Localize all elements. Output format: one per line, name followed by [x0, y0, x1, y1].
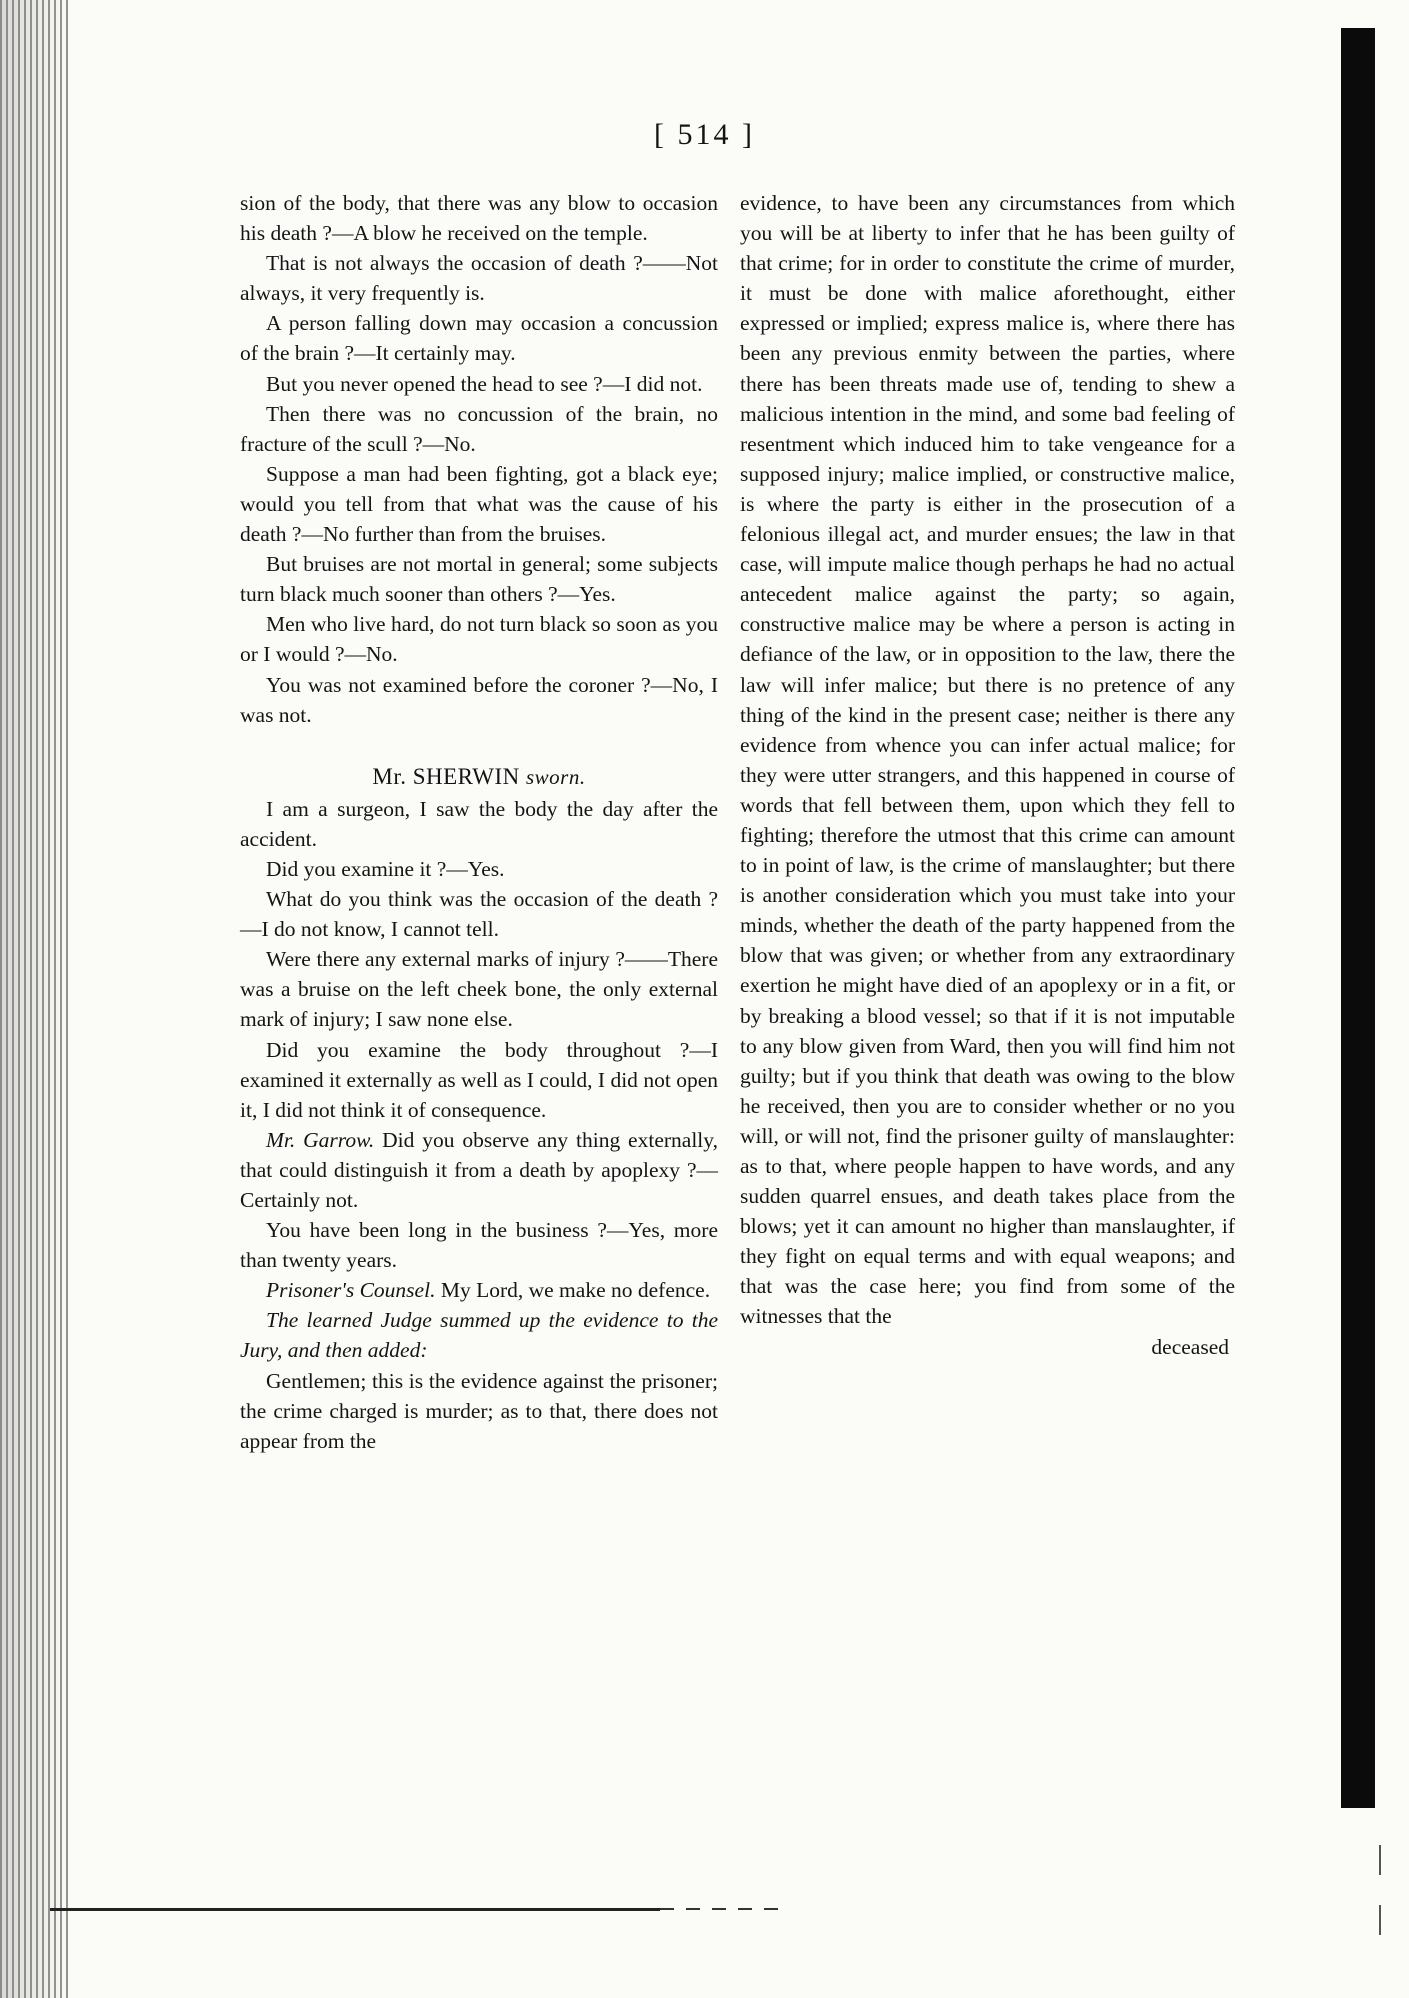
paragraph: Gentlemen; this is the evidence against the prisoner; the crime charged is murder; as to that, there does not appear from the — [240, 1368, 718, 1453]
paragraph: Then there was no concussion of the brain, no fracture of the scull ?—No. — [240, 401, 718, 456]
paragraph: evidence, to have been any circumstances from which you will be at liberty to infer that he has been guilty of that crime; for in order to constitute the crime of murder, it must be done with malice aforethought, either expressed or implied; express malice is, where there has been any previous enmity between the parties, where there has been threats made use of, tending to shew a malicious intention in the mind, and some bad feeling of resentment which induced him to take vengeance for a supposed injury; malice implied, or constructive malice, is where the party is either in the prosecution of a felonious illegal act, and murder ensues; the law in that case, will impute malice though perhaps he had no actual antecedent malice against the party; so again, constructive malice may be where a person is acting in defiance of the law, or in opposition to the law, there the law will infer malice; but there is no pretence of any thing of the kind in the present case; neither is there any evidence from whence you can infer actual malice; for they were utter strangers, and this happened in course of words that fell between them, upon which they fell to fighting; therefore the utmost that this crime can amount to in point of law, is the crime of manslaughter; but there is another consideration which you must take into your minds, whether the death of the party happened from the blow that was given; or whether from any extraordinary exertion he might have died of an apoplexy or in a fit, or by breaking a blood vessel; so that if it is not imputable to any blow given from Ward, then you will find him not guilty; but if you think that death was owing to the blow he received, then you are to consider whether or no you will, or will not, find the prisoner guilty of manslaughter: as to that, where people happen to have words, and any sudden quarrel ensues, and death takes place from the blows; yet it can amount no higher than manslaughter, if they fight on equal terms and with equal weapons; and that was the case here; you find from some of the witnesses that the — [740, 191, 1235, 1329]
scan-dark-margin — [1341, 28, 1375, 1808]
witness-name: Mr. SHERWIN — [372, 763, 520, 789]
scan-edge-marks — [1379, 1845, 1381, 1965]
paragraph: Did you examine the body throughout ?—I examined it externally as well as I could, I did not open it, I did not think it of consequence. — [240, 1037, 718, 1122]
paragraph: Suppose a man had been fighting, got a black eye; would you tell from that what was the cause of his death ?—No further than from the bruises. — [240, 461, 718, 547]
paragraph: Did you examine it ?—Yes. — [266, 856, 505, 881]
paragraph — [240, 1305, 718, 1365]
speaker-label: Mr. Garrow. — [266, 1127, 375, 1152]
scan-bottom-rule — [50, 1908, 660, 1911]
paragraph: Men who live hard, do not turn black so soon as you or I would ?—No. — [240, 612, 718, 667]
paragraph: Were there any external marks of injury ?——There was a bruise on the left cheek bone, the only external mark of injury; I saw none else. — [240, 947, 718, 1032]
catchword: deceased — [1151, 1334, 1229, 1359]
summing-up-note: The learned Judge summed up the evidence to the Jury, and then added: — [240, 1308, 718, 1363]
scan-bottom-dash — [660, 1908, 780, 1910]
paragraph: You have been long in the business ?—Yes, more than twenty years. — [240, 1218, 718, 1273]
paragraph: sion of the body, that there was any blow to occasion his death ?—A blow he received on the temple. — [240, 191, 718, 246]
paragraph — [240, 1125, 718, 1215]
paragraph: You was not examined before the coroner ?—No, I was not. — [240, 672, 718, 727]
speaker-text: Did you observe any thing externally, that could distinguish it from a death by apoplexy ?—Certainly not. — [240, 1127, 718, 1212]
paragraph: I am a surgeon, I saw the body the day after the accident. — [240, 796, 718, 851]
speaker-text: My Lord, we make no defence. — [435, 1278, 711, 1303]
paragraph — [240, 1275, 718, 1305]
paragraph: What do you think was the occasion of the death ?—I do not know, I cannot tell. — [240, 887, 718, 942]
paragraph: That is not always the occasion of death ?——Not always, it very frequently is. — [240, 251, 718, 306]
witness-sworn: sworn. — [525, 764, 586, 789]
paragraph: A person falling down may occasion a concussion of the brain ?—It certainly may. — [240, 311, 718, 366]
page-number: [ 514 ] — [654, 118, 755, 151]
witness-heading — [240, 762, 718, 792]
paragraph: But bruises are not mortal in general; some subjects turn black much sooner than others ?—Yes. — [240, 552, 718, 607]
scan-binding-edge — [0, 0, 70, 1998]
left-column — [240, 188, 718, 1456]
right-column — [740, 188, 1235, 1362]
speaker-label: Prisoner's Counsel. — [266, 1278, 436, 1303]
paragraph: But you never opened the head to see ?—I did not. — [266, 371, 703, 396]
